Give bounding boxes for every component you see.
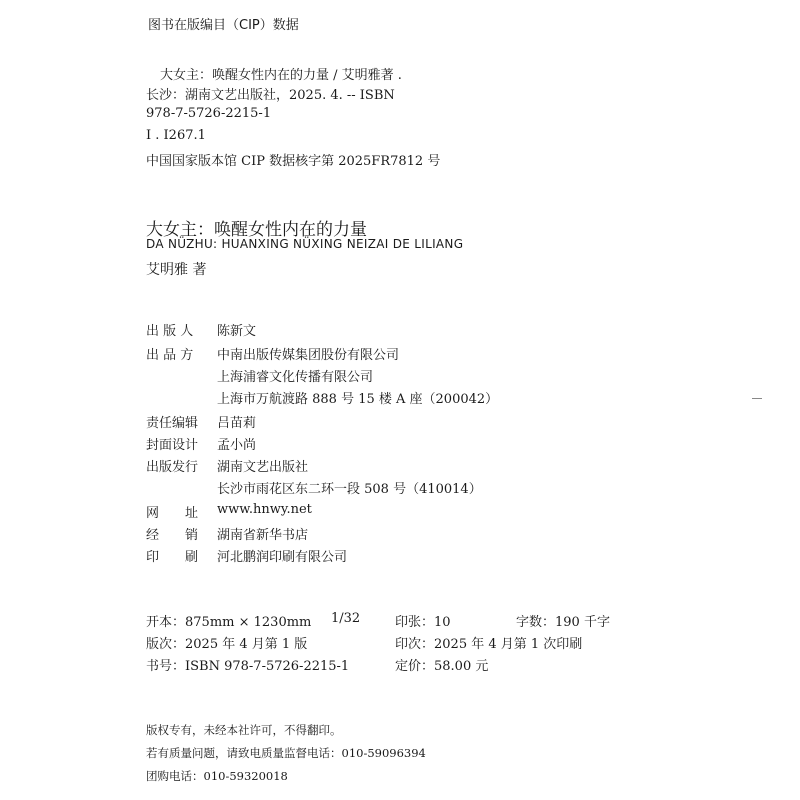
book-title: 大女主：唤醒女性内在的力量 xyxy=(146,220,367,240)
cip-line-approval: 中国国家版本馆 CIP 数据核字第 2025FR7812 号 xyxy=(146,154,441,169)
cip-line-publisher: 长沙：湖南文艺出版社，2025. 4. -- ISBN xyxy=(146,88,395,103)
website-label: 网 址 xyxy=(146,506,199,521)
spec-edition: 版次：2025 年 4 月第 1 版 xyxy=(146,637,308,652)
group-purchase-phone: 团购电话：010-59320018 xyxy=(146,769,288,783)
producer-value-1: 中南出版传媒集团股份有限公司 xyxy=(217,348,400,363)
editor-value: 吕苗莉 xyxy=(217,416,257,431)
cip-line-classification: Ⅰ . I267.1 xyxy=(146,128,206,143)
spec-price: 定价：58.00 元 xyxy=(395,659,489,674)
spec-sheets: 印张：10 xyxy=(395,615,451,630)
producer-label: 出 品 方 xyxy=(146,348,194,363)
cip-heading: 图书在版编目（CIP）数据 xyxy=(148,18,299,33)
producer-address: 上海市万航渡路 888 号 15 楼 A 座（200042） xyxy=(217,392,499,407)
spec-words: 字数：190 千字 xyxy=(516,615,610,630)
distribution-label: 出版发行 xyxy=(146,460,199,475)
publisher-value: 陈新文 xyxy=(217,324,257,339)
spec-isbn: 书号：ISBN 978-7-5726-2215-1 xyxy=(146,659,350,674)
publisher-label: 出 版 人 xyxy=(146,324,194,339)
spec-fold: 1/32 xyxy=(331,611,361,626)
book-author: 艾明雅 著 xyxy=(146,262,207,278)
seller-value: 湖南省新华书店 xyxy=(217,528,309,543)
quality-hotline: 若有质量问题，请致电质量监督电话：010-59096394 xyxy=(146,746,426,760)
website-value: www.hnwy.net xyxy=(217,502,312,517)
seller-label: 经 销 xyxy=(146,528,199,543)
copyright-notice: 版权专有，未经本社许可，不得翻印。 xyxy=(146,723,342,737)
distributor-address: 长沙市雨花区东二环一段 508 号（410014） xyxy=(217,482,482,497)
cover-design-label: 封面设计 xyxy=(146,438,199,453)
producer-value-2: 上海浦睿文化传播有限公司 xyxy=(217,370,374,385)
spec-printing: 印次：2025 年 4 月第 1 次印刷 xyxy=(395,637,583,652)
distributor-value: 湖南文艺出版社 xyxy=(217,460,309,475)
printer-label: 印 刷 xyxy=(146,550,199,565)
spec-format: 开本：875mm × 1230mm xyxy=(146,615,312,630)
editor-label: 责任编辑 xyxy=(146,416,199,431)
cover-design-value: 孟小尚 xyxy=(217,438,257,453)
page-edge-mark xyxy=(752,398,762,399)
printer-value: 河北鹏润印刷有限公司 xyxy=(217,550,348,565)
book-pinyin-title: DA NÜZHU: HUANXING NÜXING NEIZAI DE LILIANG xyxy=(146,237,464,251)
cip-line-title: 大女主：唤醒女性内在的力量 / 艾明雅著 . xyxy=(160,68,402,83)
cip-line-isbn: 978-7-5726-2215-1 xyxy=(146,106,272,121)
